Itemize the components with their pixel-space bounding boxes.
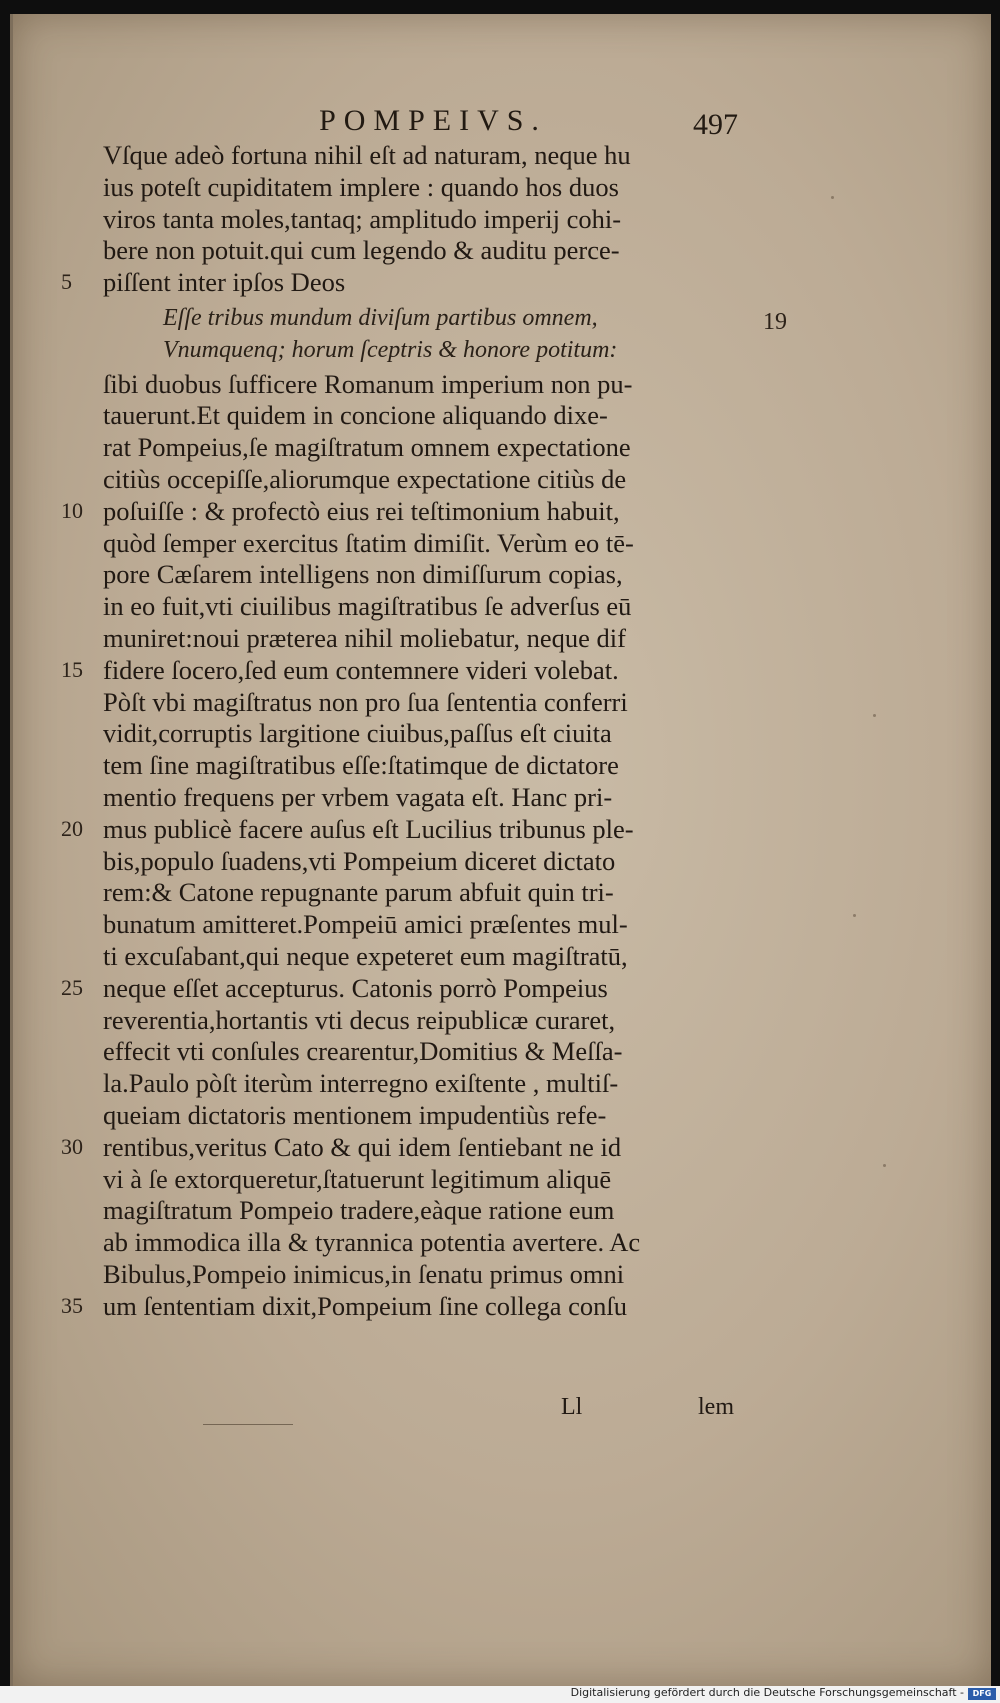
book-page bbox=[10, 14, 991, 1686]
text-line: bis,populo ſuadens,vti Pompeium diceret dictato bbox=[103, 845, 616, 876]
text-line: Pòſt vbi magiſtratus non pro ſua ſententia conferri bbox=[103, 686, 628, 717]
text-line: mentio frequens per vrbem vagata eſt. Hanc pri- bbox=[103, 782, 613, 812]
text-line: piſſent inter ipſos Deos bbox=[103, 267, 346, 298]
text-line: neque eſſet accepturus. Catonis porrò Pompeius bbox=[103, 972, 608, 1003]
text-line: rat Pompeius,ſe magiſtratum omnem expectatione bbox=[103, 432, 631, 463]
text-line: bere non potuit.qui cum legendo & auditu perce- bbox=[103, 235, 620, 266]
text-line: bunatum amitteret.Pompeiū amici præſentes mul- bbox=[103, 909, 628, 940]
text-line: ius poteſt cupiditatem implere : quando hos duos bbox=[103, 171, 619, 202]
margin-line-number: 5 bbox=[61, 269, 72, 295]
text-line: in eo fuit,vti ciuilibus magiſtratibus ſe adverſus eū bbox=[103, 591, 632, 622]
text-line: vidit,corruptis largitione ciuibus,paſſus eſt ciuita bbox=[103, 718, 612, 749]
text-line: magiſtratum Pompeio tradere,eàque ratione eum bbox=[103, 1195, 615, 1226]
paper-speck bbox=[831, 196, 834, 199]
signature-mark: Ll bbox=[561, 1394, 583, 1420]
margin-line-number: 25 bbox=[61, 974, 83, 1000]
text-line: poſuiſſe : & profectò eius rei teſtimonium habuit, bbox=[103, 495, 620, 526]
paper-speck bbox=[853, 914, 856, 917]
text-line: viros tanta moles,tantaq; amplitudo imperij cohi- bbox=[103, 203, 622, 234]
margin-line-number: 35 bbox=[61, 1292, 83, 1318]
running-title: POMPEIVS. bbox=[319, 104, 547, 137]
verse-line: Eſſe tribus mundum diviſum partibus omnem, bbox=[163, 305, 598, 331]
text-line: quòd ſemper exercitus ſtatim dimiſit. Verùm eo tē- bbox=[103, 527, 634, 558]
text-line: muniret:noui præterea nihil moliebatur, neque dif bbox=[103, 623, 626, 653]
text-line: queiam dictatoris mentionem impudentiùs refe- bbox=[103, 1100, 607, 1130]
margin-line-number: 15 bbox=[61, 656, 83, 682]
text-line: ſibi duobus ſufficere Romanum imperium non pu- bbox=[103, 368, 633, 399]
text-line: tauerunt.Et quidem in concione aliquando dixe- bbox=[103, 400, 608, 431]
text-line: tem ſine magiſtratibus eſſe:ſtatimque de dictatore bbox=[103, 750, 619, 781]
dfg-logo: DFG bbox=[968, 1688, 996, 1700]
verse-line: Vnumquenq; horum ſceptris & honore potitum: bbox=[163, 336, 618, 363]
text-line: mus publicè facere auſus eſt Lucilius tribunus ple- bbox=[103, 813, 634, 844]
paper-speck bbox=[883, 1164, 886, 1167]
page-number: 497 bbox=[693, 108, 738, 141]
digitization-footer bbox=[0, 1686, 1000, 1703]
text-line: Bibulus,Pompeio inimicus,in ſenatu primus omni bbox=[103, 1259, 625, 1289]
margin-line-number: 20 bbox=[61, 815, 83, 841]
margin-line-number: 30 bbox=[61, 1133, 83, 1159]
text-line: ab immodica illa & tyrannica potentia avertere. Ac bbox=[103, 1227, 641, 1258]
text-line: la.Paulo pòſt iterùm interregno exiſtente , multiſ- bbox=[103, 1068, 619, 1099]
text-line: um ſententiam dixit,Pompeium ſine collega conſu bbox=[103, 1290, 628, 1321]
catchword: lem bbox=[698, 1394, 734, 1420]
text-line: ti excuſabant,qui neque expeteret eum magiſtratū, bbox=[103, 941, 628, 971]
rule-line bbox=[203, 1424, 293, 1425]
text-line: citiùs occepiſſe,aliorumque expectatione citiùs de bbox=[103, 464, 627, 494]
text-line: fidere ſocero,ſed eum contemnere videri volebat. bbox=[103, 654, 619, 685]
text-line: rem:& Catone repugnante parum abfuit quin tri- bbox=[103, 877, 614, 908]
footer-credit: Digitalisierung gefördert durch die Deutsche Forschungsgemeinschaft - bbox=[570, 1686, 964, 1699]
text-line: pore Cæſarem intelligens non dimiſſurum copias, bbox=[103, 559, 623, 590]
text-line: Vſque adeò fortuna nihil eſt ad naturam, neque hu bbox=[103, 140, 631, 170]
text-line: reverentia,hortantis vti decus reipublicæ curaret, bbox=[103, 1004, 616, 1035]
margin-line-number: 10 bbox=[61, 497, 83, 523]
text-line: vi à ſe extorqueretur,ſtatuerunt legitimum aliquē bbox=[103, 1163, 612, 1194]
margin-note: 19 bbox=[763, 309, 787, 335]
paper-speck bbox=[873, 714, 876, 717]
text-line: rentibus,veritus Cato & qui idem ſentiebant ne id bbox=[103, 1131, 622, 1162]
text-line: effecit vti conſules crearentur,Domitius & Meſſa- bbox=[103, 1036, 623, 1067]
